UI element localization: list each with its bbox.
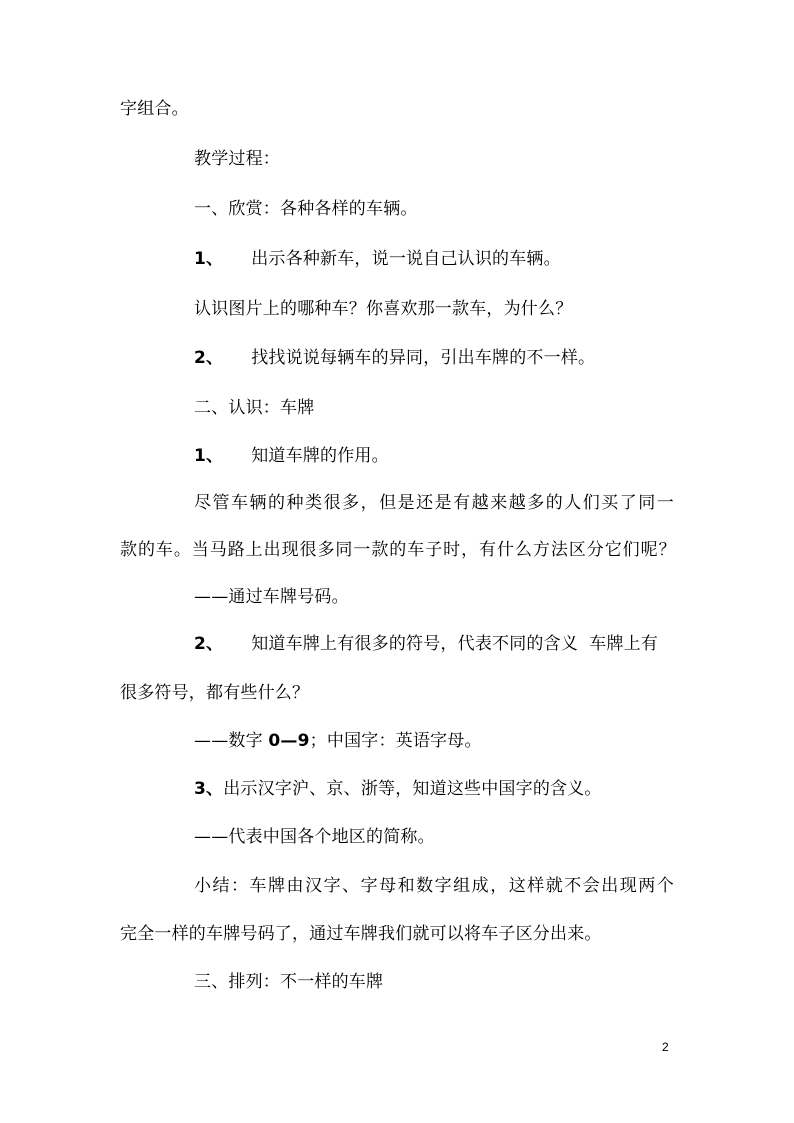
page-number: 2 [662,1040,669,1054]
numbered-item [194,777,602,801]
item-number: 3、 [194,779,224,799]
item-number: 2、 [194,348,224,368]
digit-range: 0—9 [268,731,310,751]
section-heading: 二、认识：车牌 [194,398,315,418]
item-text: 找找说说每辆车的异同，引出车牌的不一样。 [251,348,596,368]
numbered-item [194,444,389,468]
section-heading: 三、排列：不一样的车牌 [194,972,384,992]
item-text: 出示汉字沪、京、浙等，知道这些中国字的含义。 [223,779,602,799]
item-number: 1、 [194,446,224,466]
numbered-item [194,346,595,370]
paragraph-line: ——通过车牌号码。 [194,587,349,607]
numbered-item [194,247,561,271]
paragraph-line: 尽管车辆的种类很多，但是还是有越来越多的人们买了同一 [194,493,674,513]
section-heading: 一、欣赏：各种各样的车辆。 [194,199,418,219]
paragraph-line: 小结：车牌由汉字、字母和数字组成，这样就不会出现两个 [194,876,674,896]
paragraph-line: 字组合。 [120,99,189,119]
item-text: 知道车牌上有很多的符号，代表不同的含义 车牌上有 [251,634,659,654]
section-heading: 教学过程： [194,149,280,169]
line-text: ；中国字：英语字母。 [309,731,482,751]
paragraph-line: 认识图片上的哪种车？你喜欢那一款车，为什么？ [194,299,573,319]
paragraph-line: 完全一样的车牌号码了，通过车牌我们就可以将车子区分出来。 [120,924,602,944]
item-text: 知道车牌的作用。 [251,446,389,466]
line-text: ——数字 [194,731,269,751]
numbered-item [194,632,658,656]
paragraph-line: 款的车。当马路上出现很多同一款的车子时，有什么方法区分它们呢？ [120,540,675,560]
paragraph-line: ——代表中国各个地区的简称。 [194,827,435,847]
paragraph-line: 很多符号，都有些什么？ [120,683,310,703]
item-number: 2、 [194,634,224,654]
paragraph-line [194,729,482,753]
item-number: 1、 [194,249,224,269]
item-text: 出示各种新车，说一说自己认识的车辆。 [251,249,561,269]
